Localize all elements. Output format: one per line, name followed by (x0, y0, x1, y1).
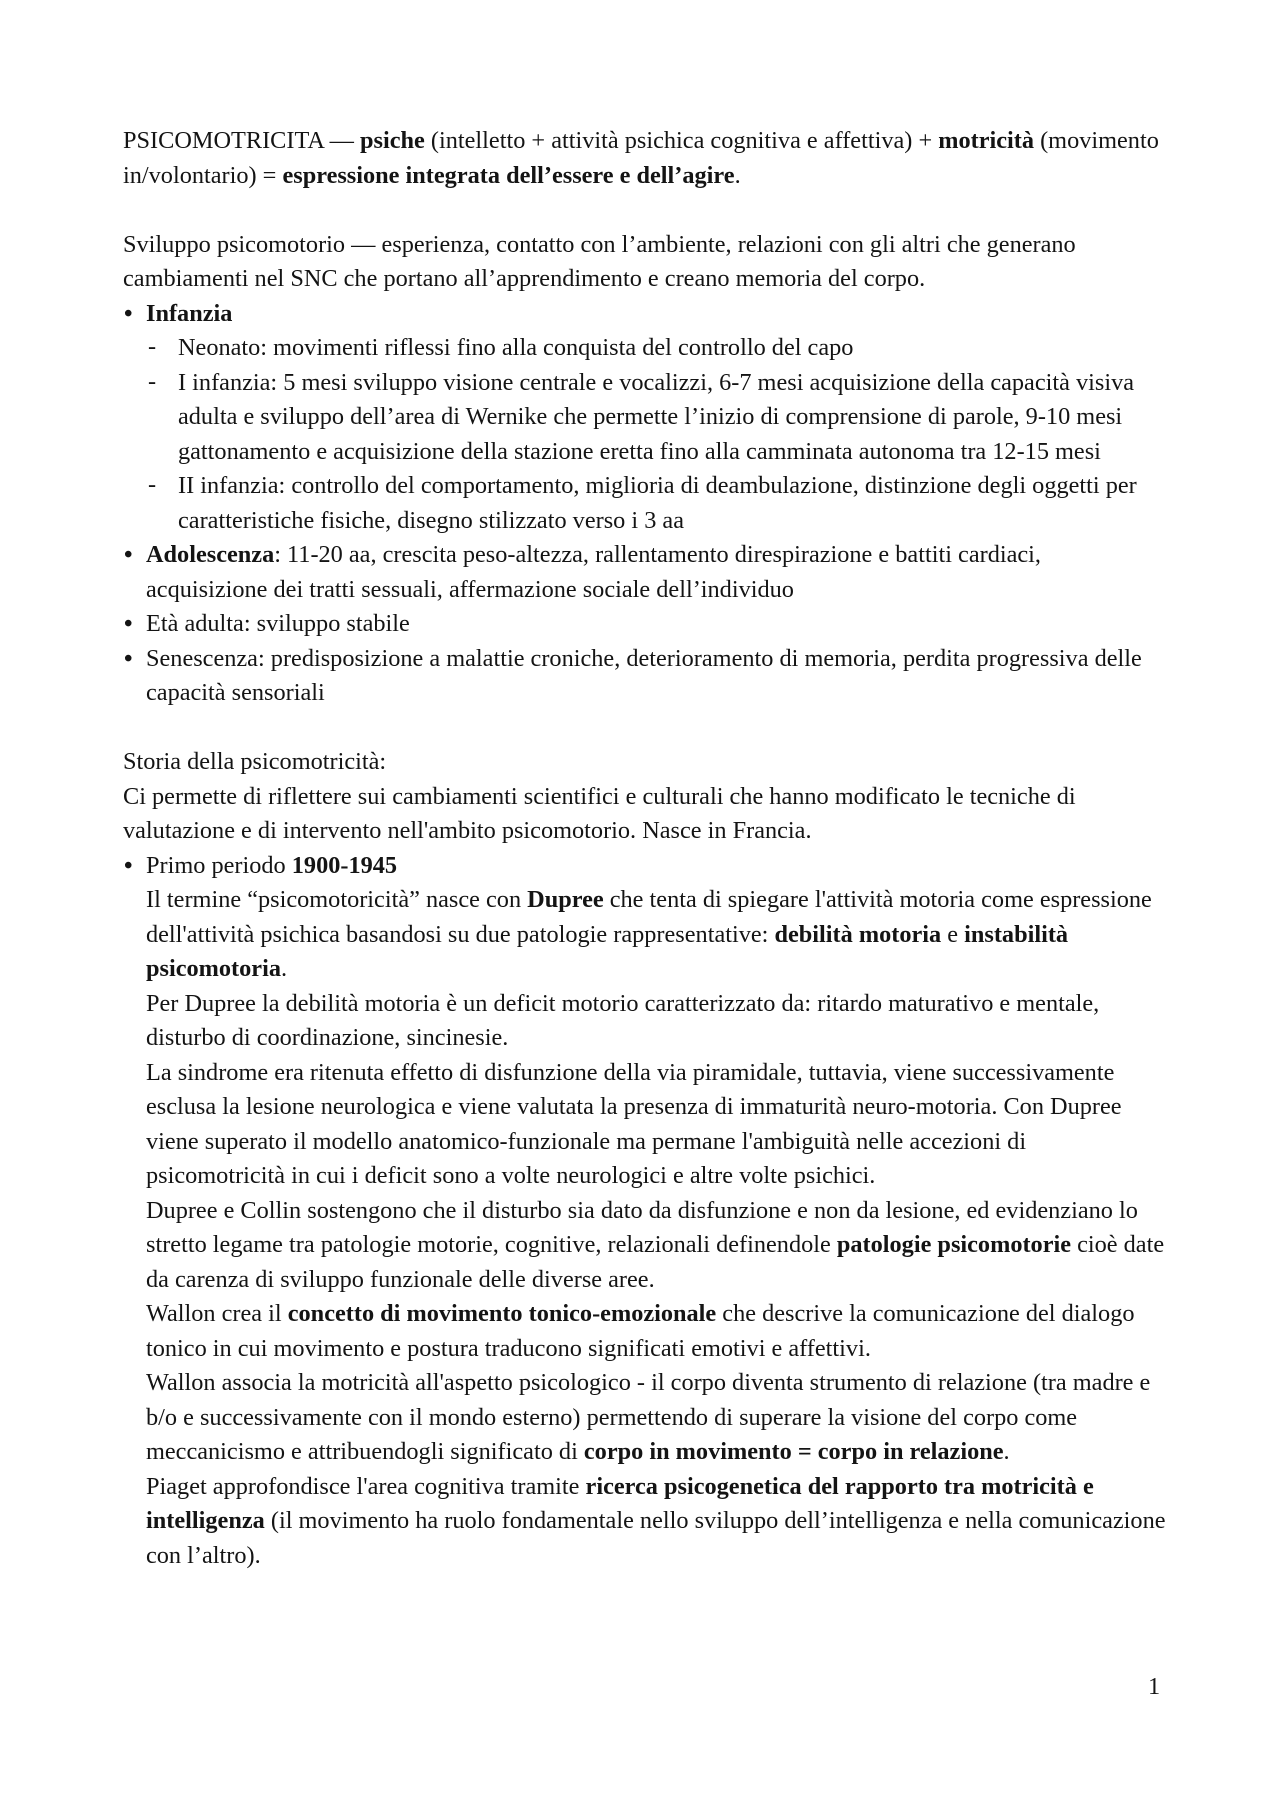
paragraph-text: . (1003, 1438, 1010, 1465)
term-corpo-in-relazione: corpo in movimento = corpo in relazione (583, 1438, 1004, 1465)
infanzia-sublist (148, 331, 1168, 538)
bullet-icon: • (124, 610, 133, 637)
list-item-text: Senescenza: predisposizione a malattie croniche, deterioramento di memoria, perdita progressiva delle capacità sensoriali (146, 644, 1142, 706)
intro-text: PSICOMOTRICITA — (123, 127, 361, 154)
term-ricerca-psicogenetica: ricerca psicogenetica del rapporto tra motricità e intelligenza (146, 1472, 1094, 1534)
intro-paragraph (123, 124, 1168, 193)
paragraph-gap (123, 711, 1168, 746)
list-item-text: : 11-20 aa, crescita peso-altezza, rallentamento direspirazione e battiti cardiaci, acquisizione dei tratti sessuali, affermazione sociale dell’individuo (146, 541, 1041, 603)
term-patologie-psicomotorie: patologie psicomotorie (836, 1231, 1072, 1258)
term-espressione: espressione integrata dell’essere e dell’agire (282, 161, 735, 189)
paragraph-text: Il termine “psicomotoricità” nasce con (146, 886, 528, 913)
storia-intro: Ci permette di riflettere sui cambiamenti scientifici e culturali che hanno modificato le tecniche di valutazione e di intervento nell'ambito psicomotorio. Nasce in Francia. (123, 782, 1076, 844)
infanzia-label: Infanzia (146, 299, 233, 327)
list-item-adolescenza (123, 538, 1168, 607)
storia-paragraph-dupree (146, 883, 1168, 987)
list-item-text: Neonato: movimenti riflessi fino alla conquista del controllo del capo (178, 334, 854, 361)
storia-list (123, 849, 1168, 1574)
periodo-text: Primo periodo (146, 851, 292, 879)
term-dupree: Dupree (527, 886, 604, 913)
list-item-eta-adulta (123, 607, 1168, 642)
storia-paragraph-deficit: Per Dupree la debilità motoria è un deficit motorio caratterizzato da: ritardo maturativo e mentale, disturbo di coordinazione, sincinesie. (146, 989, 1100, 1051)
list-item-text: Età adulta: sviluppo stabile (146, 610, 410, 637)
list-item-text: I infanzia: 5 mesi sviluppo visione centrale e vocalizzi, 6-7 mesi acquisizione della capacità visiva adulta e sviluppo dell’area di Wernike che permette l’inizio di comprensione di parole, 9-10 mesi gattonamento e acquisizione della stazione eretta fino alla camminata autonoma tra 12-15 mesi (178, 368, 1135, 465)
paragraph-gap (123, 193, 1168, 228)
bullet-icon: • (124, 299, 133, 327)
dash-icon: - (148, 367, 157, 395)
term-tonico-emozionale: concetto di movimento tonico-emozionale (287, 1300, 717, 1327)
dash-icon: - (148, 333, 157, 360)
list-item-primo-periodo (123, 849, 1168, 1574)
list-item (148, 331, 1168, 366)
storia-paragraph-sindrome: La sindrome era ritenuta effetto di disfunzione della via piramidale, tuttavia, viene successivamente esclusa la lesione neurologica e viene valutata la presenza di immaturità neuro-motoria. Con Dupree viene superato il modello anatomico-funzionale ma permane l'ambiguità nelle accezioni di psicomotricità in cui i deficit sono a volte neurologici e altre volte psichici. (146, 1058, 1122, 1189)
dash-icon: - (148, 471, 157, 498)
list-item (148, 366, 1168, 470)
sviluppo-list (123, 297, 1168, 711)
document-page (123, 124, 1168, 1573)
storia-paragraph-collin (146, 1194, 1168, 1298)
paragraph-text: Dupree e Collin sostengono che il disturbo sia dato da disfunzione e non da lesione, ed evidenziano lo stretto legame tra patologie motorie, cognitive, relazionali definendole (146, 1196, 1138, 1258)
bullet-icon: • (124, 644, 133, 672)
list-item-text: II infanzia: controllo del comportamento, miglioria di deambulazione, distinzione degli oggetti per caratteristiche fisiche, disegno stilizzato verso i 3 aa (178, 472, 1137, 534)
paragraph-text: Wallon associa la motricità all'aspetto psicologico - il corpo diventa strumento di relazione (tra madre e b/o e successivamente con il mondo esterno) permettendo di superare la visione del corpo come meccanicismo e attribuendogli significato di (146, 1369, 1151, 1465)
term-instabilita: instabilità psicomotoria (146, 920, 1069, 982)
page-number: 1 (1148, 1673, 1161, 1700)
paragraph-text: e (941, 920, 965, 948)
list-item (148, 469, 1168, 538)
paragraph-text: Wallon crea il (146, 1300, 288, 1327)
storia-heading: Storia della psicomotricità: (123, 748, 387, 775)
bullet-icon: • (124, 541, 133, 568)
term-debilita-motoria: debilità motoria (774, 920, 942, 948)
paragraph-text: . (280, 955, 288, 982)
intro-text: (intelletto + attività psichica cognitiva e affettiva) + (424, 127, 939, 154)
adolescenza-label: Adolescenza (146, 541, 275, 568)
sviluppo-paragraph: Sviluppo psicomotorio — esperienza, contatto con l’ambiente, relazioni con gli altri che generano cambiamenti nel SNC che portano all’apprendimento e creano memoria del corpo. (123, 230, 1076, 292)
storia-paragraph-piaget (146, 1470, 1168, 1574)
term-motricita: motricità (938, 127, 1035, 154)
term-psiche: psiche (360, 127, 425, 154)
storia-paragraph-wallon-2 (146, 1366, 1168, 1470)
paragraph-text: cioè date da carenza di sviluppo funzionale delle diverse aree. (146, 1231, 1165, 1293)
periodo-years: 1900-1945 (291, 851, 398, 879)
paragraph-text: Piaget approfondisce l'area cognitiva tramite (146, 1472, 586, 1500)
storia-paragraph-wallon-1 (146, 1297, 1168, 1366)
bullet-icon: • (124, 851, 133, 879)
paragraph-text: che tenta di spiegare l'attività motoria come espressione dell'attività psichica basandosi su due patologie rappresentative: (146, 886, 1152, 948)
paragraph-text: (il movimento ha ruolo fondamentale nello sviluppo dell’intelligenza e nella comunicazione con l’altro). (146, 1507, 1166, 1569)
list-item-senescenza (123, 642, 1168, 711)
list-item-infanzia (123, 297, 1168, 539)
paragraph-text: che descrive la comunicazione del dialogo tonico in cui movimento e postura traducono significati emotivi e affettivi. (146, 1300, 1135, 1362)
intro-text: . (734, 161, 741, 189)
intro-text: (movimento in/volontario) = (123, 127, 1159, 189)
